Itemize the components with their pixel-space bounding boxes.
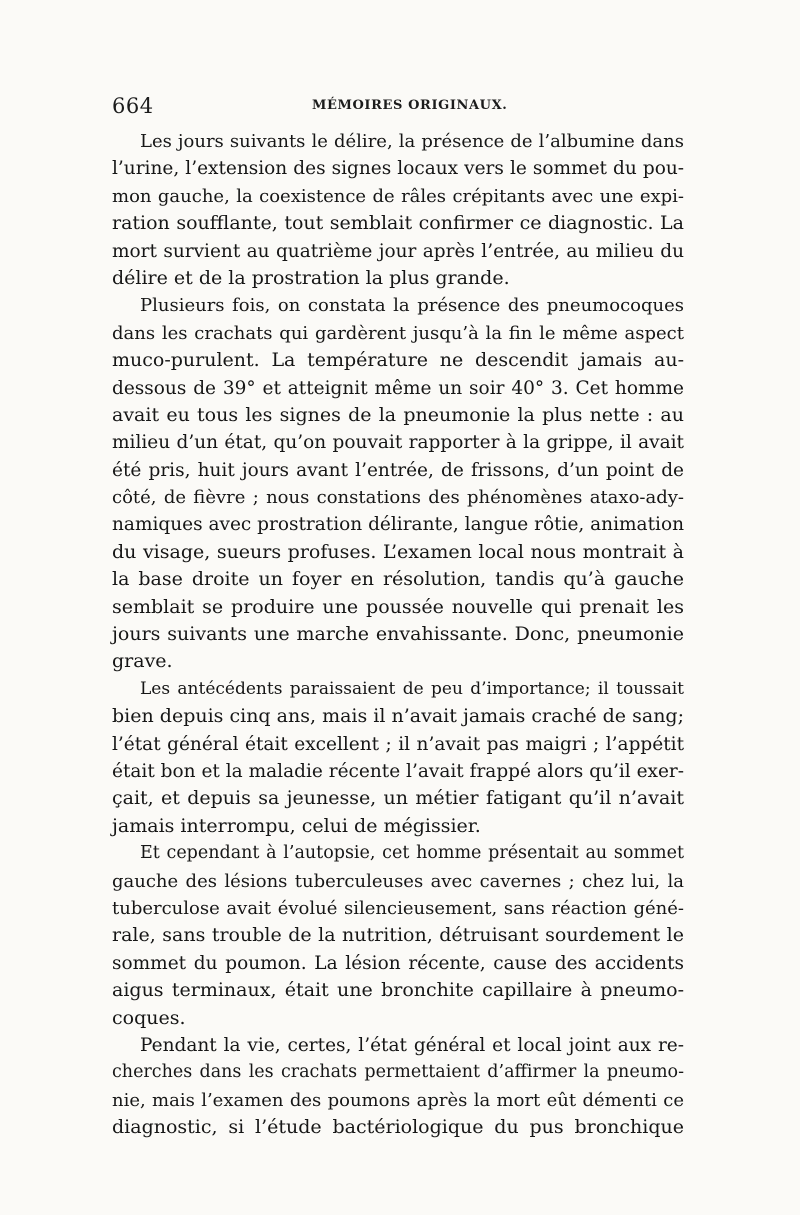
text-line: Et cependant à l’autopsie, cet homme présentait au sommet xyxy=(140,843,684,864)
text-line: grave. xyxy=(112,650,173,673)
paragraph xyxy=(112,292,684,675)
text-line: namiques avec prostration délirante, langue rôtie, animation xyxy=(112,514,684,536)
text-line: Plusieurs fois, on constata la présence des pneumocoques xyxy=(140,295,684,317)
text-line: semblait se produire une poussée nouvelle qui prenait les xyxy=(112,595,684,618)
text-line: milieu d’un état, qu’on pouvait rapporter à la grippe, il avait xyxy=(112,432,684,454)
text-line: dessous de 39° et atteignit même un soir 40° 3. Cet homme xyxy=(112,377,684,399)
page-header xyxy=(112,92,684,122)
body-text xyxy=(112,128,684,1141)
text-line: sommet du poumon. La lésion récente, cause des accidents xyxy=(112,952,684,974)
text-line: jamais interrompu, celui de mégissier. xyxy=(112,814,481,837)
text-line: du visage, sueurs profuses. L’examen local nous montrait à xyxy=(112,540,684,563)
text-line: aigus terminaux, était une bronchite capillaire à pneumo- xyxy=(112,979,684,1002)
text-line: mort survient au quatrième jour après l’entrée, au milieu du xyxy=(112,240,684,262)
text-line: avait eu tous les signes de la pneumonie la plus nette : au xyxy=(112,403,684,426)
text-line: délire et de la prostration la plus grande. xyxy=(112,266,510,289)
text-line: Les jours suivants le délire, la présence de l’albumine dans xyxy=(140,131,684,152)
text-line: côté, de fièvre ; nous constations des phénomènes ataxo-ady- xyxy=(112,487,684,509)
paragraph xyxy=(112,840,684,1032)
text-line: été pris, huit jours avant l’entrée, de frissons, d’un point de xyxy=(112,459,684,481)
text-line: l’état général était excellent ; il n’avait pas maigri ; l’appétit xyxy=(112,733,684,755)
text-line: cherches dans les crachats permettaient d’affirmer la pneumo- xyxy=(112,1062,684,1083)
text-line: Les antécédents paraissaient de peu d’importance; il toussait xyxy=(140,678,684,699)
text-line: coques. xyxy=(112,1006,186,1029)
text-line: bien depuis cinq ans, mais il n’avait jamais craché de sang; xyxy=(112,705,684,728)
text-line: ration soufflante, tout semblait confirmer ce diagnostic. La xyxy=(112,212,684,235)
text-line: mon gauche, la coexistence de râles crépitants avec une expi- xyxy=(112,185,684,207)
text-line: nie, mais l’examen des poumons après la mort eût démenti ce xyxy=(112,1089,684,1111)
text-line: jours suivants une marche envahissante. Donc, pneumonie xyxy=(112,623,684,646)
text-line: muco-purulent. La température ne descendit jamais au- xyxy=(112,349,684,372)
paragraph xyxy=(112,128,684,292)
text-line: dans les crachats qui gardèrent jusqu’à la fin le même aspect xyxy=(112,322,684,344)
paragraph xyxy=(112,676,684,840)
text-line: diagnostic, si l’étude bactériologique du pus bronchique xyxy=(112,1116,684,1139)
text-line: tuberculose avait évolué silencieusement, sans réaction géné- xyxy=(112,897,684,919)
running-head: MÉMOIRES ORIGINAUX. xyxy=(312,98,508,113)
text-line: çait, et depuis sa jeunesse, un métier fatigant qu’il n’avait xyxy=(112,787,684,810)
text-line: la base droite un foyer en résolution, tandis qu’à gauche xyxy=(112,568,684,591)
text-line: l’urine, l’extension des signes locaux vers le sommet du pou- xyxy=(112,158,684,180)
text-line: Pendant la vie, certes, l’état général et local joint aux re- xyxy=(140,1034,684,1056)
page-number: 664 xyxy=(112,94,154,118)
text-line: rale, sans trouble de la nutrition, détruisant sourdement le xyxy=(112,924,684,947)
text-line: gauche des lésions tuberculeuses avec cavernes ; chez lui, la xyxy=(112,870,684,892)
paragraph xyxy=(112,1032,684,1142)
text-line: était bon et la maladie récente l’avait frappé alors qu’il exer- xyxy=(112,760,684,782)
